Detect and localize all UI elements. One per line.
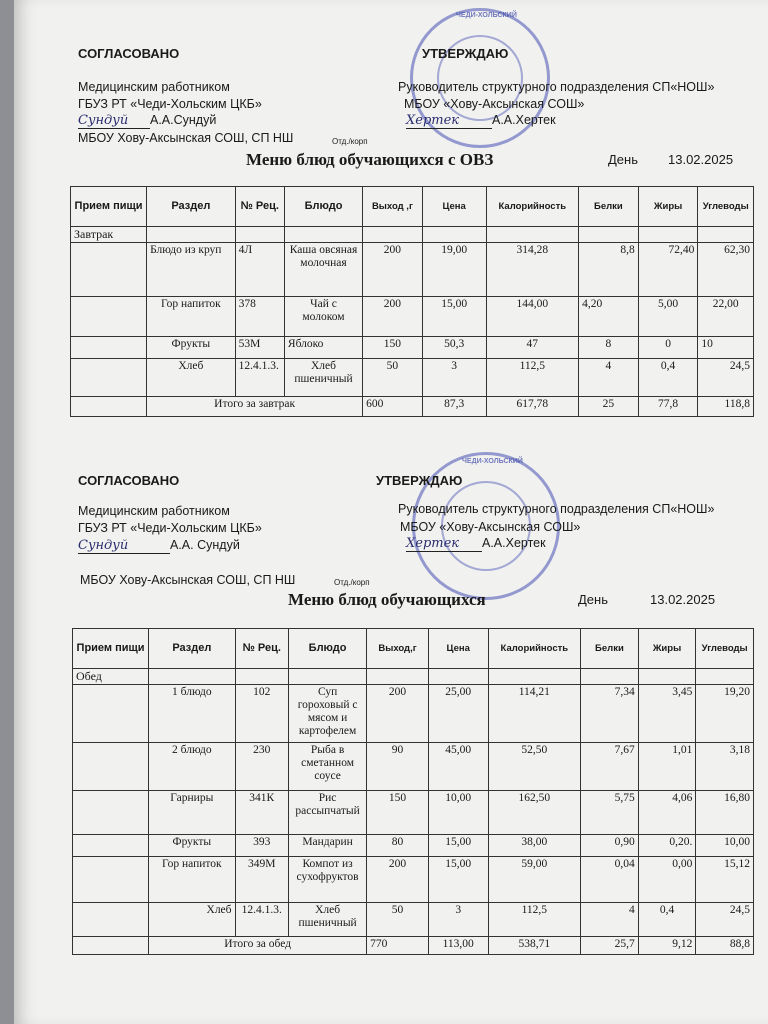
total-yield: 600 <box>363 397 423 417</box>
cell-section: Гор напиток <box>149 857 235 903</box>
col-price: Цена <box>422 187 486 227</box>
cell-price: 25,00 <box>428 685 488 743</box>
cell-price: 50,3 <box>422 337 486 359</box>
cell-dish: Каша овсяная молочная <box>284 243 362 297</box>
approve-label: УТВЕРЖДАЮ <box>376 473 463 488</box>
cell-fat: 5,00 <box>638 297 698 337</box>
agreed-label: СОГЛАСОВАНО <box>78 46 180 61</box>
cell-price: 10,00 <box>428 791 488 835</box>
table-row <box>73 685 754 743</box>
cell-fat: 0,4 <box>638 903 696 937</box>
cell-price: 45,00 <box>428 743 488 791</box>
cell-recipe: 102 <box>235 685 288 743</box>
total-row <box>71 397 754 417</box>
total-fat: 77,8 <box>638 397 698 417</box>
cell-kcal: 59,00 <box>488 857 581 903</box>
menu-title: Меню блюд обучающихся <box>288 590 486 609</box>
cell-section: 1 блюдо <box>149 685 235 743</box>
cell-carbs: 24,5 <box>698 359 754 397</box>
cell-section: Хлеб <box>147 359 235 397</box>
top-approval-block <box>14 0 768 440</box>
cell-fat: 0,4 <box>638 359 698 397</box>
medic-label: Медицинским работником <box>78 80 230 94</box>
lunch-table <box>72 628 754 955</box>
total-label: Итого за обед <box>149 937 367 955</box>
cell-carbs: 10,00 <box>696 835 754 857</box>
head-signature-line <box>406 113 556 129</box>
dept-label: Отд./корп <box>334 578 370 587</box>
cell-yield: 200 <box>367 685 429 743</box>
cell-price: 19,00 <box>422 243 486 297</box>
col-section: Раздел <box>149 629 235 669</box>
total-row <box>73 937 754 955</box>
total-price: 87,3 <box>422 397 486 417</box>
cell-yield: 200 <box>367 857 429 903</box>
medic-sign-name: А.А. Сундуй <box>170 538 240 552</box>
medic-sign-name: А.А.Сундуй <box>150 113 217 127</box>
medic-label: Медицинским работником <box>78 504 230 518</box>
head-signature: Хертек <box>406 536 460 551</box>
cell-dish: Рыба в сметанном соусе <box>289 743 367 791</box>
cell-protein: 4 <box>581 903 639 937</box>
head-sign-name: А.А.Хертек <box>492 113 556 127</box>
meal-label: Обед <box>73 669 149 685</box>
cell-kcal: 38,00 <box>488 835 581 857</box>
cell-price: 15,00 <box>428 835 488 857</box>
cell-recipe: 393 <box>235 835 288 857</box>
cell-price: 3 <box>428 903 488 937</box>
col-yield: Выход,г <box>367 629 429 669</box>
cell-section: Фрукты <box>149 835 235 857</box>
col-recipe: № Рец. <box>235 629 288 669</box>
cell-yield: 200 <box>363 243 423 297</box>
bottom-approval-block <box>14 440 768 1024</box>
total-kcal: 538,71 <box>488 937 581 955</box>
cell-fat: 4,06 <box>638 791 696 835</box>
medic-signature: Сундуй <box>78 538 129 553</box>
stamp-text: ЧЕДИ-ХОЛЬСКИЙ <box>462 458 523 465</box>
cell-price: 15,00 <box>428 857 488 903</box>
cell-fat: 0,00 <box>638 857 696 903</box>
table-row <box>71 359 754 397</box>
dept-label: Отд./корп <box>332 137 368 146</box>
cell-kcal: 114,21 <box>488 685 581 743</box>
cell-protein: 8 <box>579 337 639 359</box>
col-yield: Выход ,г <box>363 187 423 227</box>
cell-dish: Компот из сухофруктов <box>289 857 367 903</box>
cell-carbs: 22,00 <box>698 297 754 337</box>
col-dish: Блюдо <box>289 629 367 669</box>
cell-fat: 3,45 <box>638 685 696 743</box>
cell-yield: 50 <box>367 903 429 937</box>
menu-date: 13.02.2025 <box>668 152 734 167</box>
head-sign-name: А.А.Хертек <box>482 536 546 550</box>
cell-dish: Мандарин <box>289 835 367 857</box>
cell-dish: Рис рассыпчатый <box>289 791 367 835</box>
cell-fat: 1,01 <box>638 743 696 791</box>
col-kcal: Калорийность <box>486 187 579 227</box>
cell-protein: 0,04 <box>581 857 639 903</box>
menu-title: Меню блюд обучающихся с ОВЗ <box>246 150 494 169</box>
cell-carbs: 3,18 <box>696 743 754 791</box>
total-fat: 9,12 <box>638 937 696 955</box>
cell-carbs: 24,5 <box>696 903 754 937</box>
col-protein: Белки <box>579 187 639 227</box>
cell-recipe: 12.4.1.3. <box>235 359 284 397</box>
cell-yield: 90 <box>367 743 429 791</box>
cell-fat: 72,40 <box>638 243 698 297</box>
cell-carbs: 16,80 <box>696 791 754 835</box>
cell-kcal: 47 <box>486 337 579 359</box>
cell-dish: Хлеб пшеничный <box>289 903 367 937</box>
cell-section: 2 блюдо <box>149 743 235 791</box>
agreed-label: СОГЛАСОВАНО <box>78 473 180 488</box>
cell-carbs: 10 <box>698 337 754 359</box>
table-row <box>73 857 754 903</box>
day-label: День <box>578 592 608 607</box>
cell-carbs: 19,20 <box>696 685 754 743</box>
head-signature: Хертек <box>406 113 460 128</box>
col-fat: Жиры <box>638 629 696 669</box>
col-carbs: Углеводы <box>696 629 754 669</box>
cell-yield: 150 <box>363 337 423 359</box>
total-protein: 25 <box>579 397 639 417</box>
medic-signature: Сундуй <box>78 113 129 128</box>
total-kcal: 617,78 <box>486 397 579 417</box>
col-carbs: Углеводы <box>698 187 754 227</box>
head-school: МБОУ «Хову-Аксынская СОШ» <box>400 520 581 534</box>
col-meal: Прием пищи <box>73 629 149 669</box>
cell-kcal: 314,28 <box>486 243 579 297</box>
cell-section: Гор напиток <box>147 297 235 337</box>
cell-yield: 80 <box>367 835 429 857</box>
approve-label: УТВЕРЖДАЮ <box>422 46 509 61</box>
table-row <box>73 903 754 937</box>
stamp-text: ЧЕДИ-ХОЛЬСКИЙ <box>456 12 517 19</box>
hospital-label: ГБУЗ РТ «Чеди-Хольским ЦКБ» <box>78 97 262 111</box>
cell-dish: Хлеб пшеничный <box>284 359 362 397</box>
col-price: Цена <box>428 629 488 669</box>
table-row <box>73 791 754 835</box>
col-recipe: № Рец. <box>235 187 284 227</box>
cell-dish: Яблоко <box>284 337 362 359</box>
cell-carbs: 15,12 <box>696 857 754 903</box>
cell-recipe: 53М <box>235 337 284 359</box>
head-school: МБОУ «Хову-Аксынская СОШ» <box>404 97 585 111</box>
cell-protein: 7,34 <box>581 685 639 743</box>
cell-section: Хлеб <box>149 903 235 937</box>
cell-recipe: 12.4.1.3. <box>235 903 288 937</box>
table-row <box>71 337 754 359</box>
cell-protein: 5,75 <box>581 791 639 835</box>
cell-dish: Чай с молоком <box>284 297 362 337</box>
cell-carbs: 62,30 <box>698 243 754 297</box>
total-label: Итого за завтрак <box>147 397 363 417</box>
day-label: День <box>608 152 638 167</box>
table-row <box>71 297 754 337</box>
cell-fat: 0 <box>638 337 698 359</box>
col-meal: Прием пищи <box>71 187 147 227</box>
cell-protein: 8,8 <box>579 243 639 297</box>
cell-recipe: 4Л <box>235 243 284 297</box>
head-signature-line <box>406 536 546 552</box>
total-price: 113,00 <box>428 937 488 955</box>
school-label: МБОУ Хову-Аксынская СОШ, СП НШ <box>78 131 294 145</box>
total-protein: 25,7 <box>581 937 639 955</box>
col-dish: Блюдо <box>284 187 362 227</box>
document-page <box>14 0 768 1024</box>
cell-kcal: 144,00 <box>486 297 579 337</box>
cell-yield: 200 <box>363 297 423 337</box>
school-label: МБОУ Хову-Аксынская СОШ, СП НШ <box>80 573 296 587</box>
cell-recipe: 230 <box>235 743 288 791</box>
cell-dish: Суп гороховый с мясом и картофелем <box>289 685 367 743</box>
breakfast-table <box>70 186 754 417</box>
cell-kcal: 162,50 <box>488 791 581 835</box>
hospital-label: ГБУЗ РТ «Чеди-Хольским ЦКБ» <box>78 521 262 535</box>
cell-kcal: 112,5 <box>486 359 579 397</box>
medic-signature-line <box>78 113 216 129</box>
cell-protein: 7,67 <box>581 743 639 791</box>
table-row <box>73 743 754 791</box>
cell-section: Блюдо из круп <box>147 243 235 297</box>
medic-signature-line <box>78 538 240 554</box>
cell-recipe: 349М <box>235 857 288 903</box>
table-row <box>71 243 754 297</box>
cell-section: Гарниры <box>149 791 235 835</box>
head-title: Руководитель структурного подразделения СП«НОШ» <box>398 502 715 516</box>
cell-recipe: 341К <box>235 791 288 835</box>
menu-date: 13.02.2025 <box>650 592 716 607</box>
col-kcal: Калорийность <box>488 629 581 669</box>
cell-kcal: 112,5 <box>488 903 581 937</box>
meal-label: Завтрак <box>71 227 147 243</box>
table-row <box>73 835 754 857</box>
cell-section: Фрукты <box>147 337 235 359</box>
head-title: Руководитель структурного подразделения СП«НОШ» <box>398 80 715 94</box>
col-section: Раздел <box>147 187 235 227</box>
cell-recipe: 378 <box>235 297 284 337</box>
cell-protein: 4 <box>579 359 639 397</box>
col-protein: Белки <box>581 629 639 669</box>
cell-yield: 150 <box>367 791 429 835</box>
cell-price: 3 <box>422 359 486 397</box>
cell-fat: 0,20. <box>638 835 696 857</box>
total-carbs: 88,8 <box>696 937 754 955</box>
total-carbs: 118,8 <box>698 397 754 417</box>
cell-protein: 0,90 <box>581 835 639 857</box>
col-fat: Жиры <box>638 187 698 227</box>
cell-yield: 50 <box>363 359 423 397</box>
total-yield: 770 <box>367 937 429 955</box>
cell-price: 15,00 <box>422 297 486 337</box>
cell-protein: 4,20 <box>579 297 639 337</box>
cell-kcal: 52,50 <box>488 743 581 791</box>
